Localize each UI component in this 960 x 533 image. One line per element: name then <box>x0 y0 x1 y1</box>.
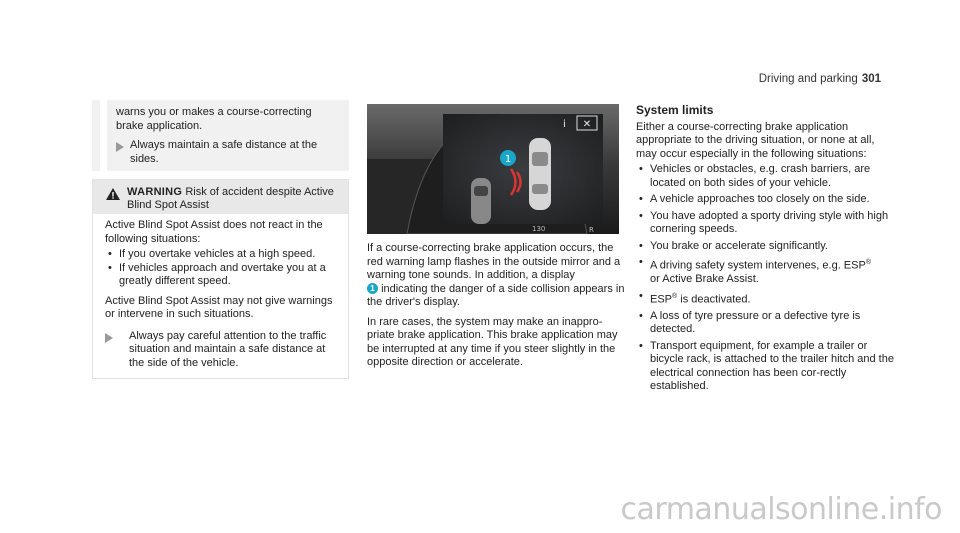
registered-mark: ® <box>865 259 871 266</box>
continued-note-box <box>92 100 349 171</box>
esp-text: ESP <box>650 293 673 306</box>
watermark: carmanualsonline.info <box>620 492 942 527</box>
warning-label: WARNING <box>127 186 183 198</box>
page-header <box>759 73 881 85</box>
callout-badge-icon: 1 <box>367 283 378 294</box>
box-stripe <box>100 100 107 171</box>
list-item: • A loss of tyre pressure or a defective tyre is detected. <box>636 310 896 337</box>
warning-title: Risk of accident despite Active Blind Spot Assist <box>127 186 334 211</box>
own-vehicle-icon <box>529 138 551 210</box>
section-heading: System limits <box>636 103 714 117</box>
esp-text-cont: or Active Brake Assist. <box>650 273 759 286</box>
list-item: • Vehicles or obstacles, e.g. crash barriers, are located on both sides of your vehicle. <box>636 163 896 190</box>
esp-text: A driving safety system intervenes, e.g. ESP <box>650 259 866 272</box>
caption-text-b: indicating the danger of a side collision appears in the driver's display. <box>367 282 625 308</box>
system-limits-section <box>636 104 896 397</box>
step-text: Always maintain a safe distance at the sides. <box>130 139 318 165</box>
esp-text-cont: is deactivated. <box>680 293 751 306</box>
registered-mark: ® <box>672 292 678 300</box>
warning-note: Active Blind Spot Assist may not give warnings or intervene in such situations. <box>105 294 333 320</box>
list-item: • You brake or accelerate significantly. <box>636 240 896 254</box>
close-icon: ✕ <box>582 119 592 130</box>
list-item: • Transport equipment, for example a trailer or bicycle rack, is attached to the trailer hitch and the electrical connection has been cor-rectly established. <box>636 340 896 394</box>
page-number: 301 <box>861 73 881 85</box>
warning-intro: Active Blind Spot Assist does not react in the following situations: <box>105 219 323 245</box>
list-item: • A vehicle approaches too closely on the side. <box>636 193 896 207</box>
caption-text-a: If a course-correcting brake application occurs, the red warning lamp flashes in the outside mirror and a warning tone sounds. In addition, a display <box>367 242 621 281</box>
list-item: • You have adopted a sporty driving style with high cornering speeds. <box>636 210 896 237</box>
limits-intro: Either a course-correcting brake application appropriate to the driving situation, or none at all, may occur especially in the following situations: <box>636 120 875 160</box>
warning-header <box>93 180 348 214</box>
step-arrow-icon <box>116 142 124 152</box>
section-title: Driving and parking <box>758 73 858 85</box>
driver-display-image <box>367 104 619 234</box>
continued-text: warns you or makes a course-correcting brake application. <box>116 106 312 132</box>
info-icon: i <box>563 119 566 130</box>
warning-step: Always pay careful attention to the traffic situation and maintain a safe distance at the side of the vehicle. <box>129 329 327 369</box>
gear-readout: R <box>589 226 594 234</box>
callout-number: 1 <box>504 154 512 165</box>
step-arrow-icon <box>105 333 113 343</box>
list-item <box>636 256 896 287</box>
list-item: • If you overtake vehicles at a high speed. <box>105 248 338 262</box>
approaching-vehicle-icon <box>471 178 491 224</box>
warning-box <box>92 179 349 379</box>
list-item: • If vehicles approach and overtake you at a greatly different speed. <box>105 262 338 289</box>
speed-readout: 130 <box>532 225 546 233</box>
list-item <box>636 290 896 307</box>
caption-paragraph: In rare cases, the system may make an inappro-priate brake application. This brake application may be interrupted at any time if you steer slightly in the opposite direction or accelerate. <box>367 315 618 368</box>
image-caption <box>367 242 627 370</box>
warning-triangle-icon <box>106 188 120 204</box>
